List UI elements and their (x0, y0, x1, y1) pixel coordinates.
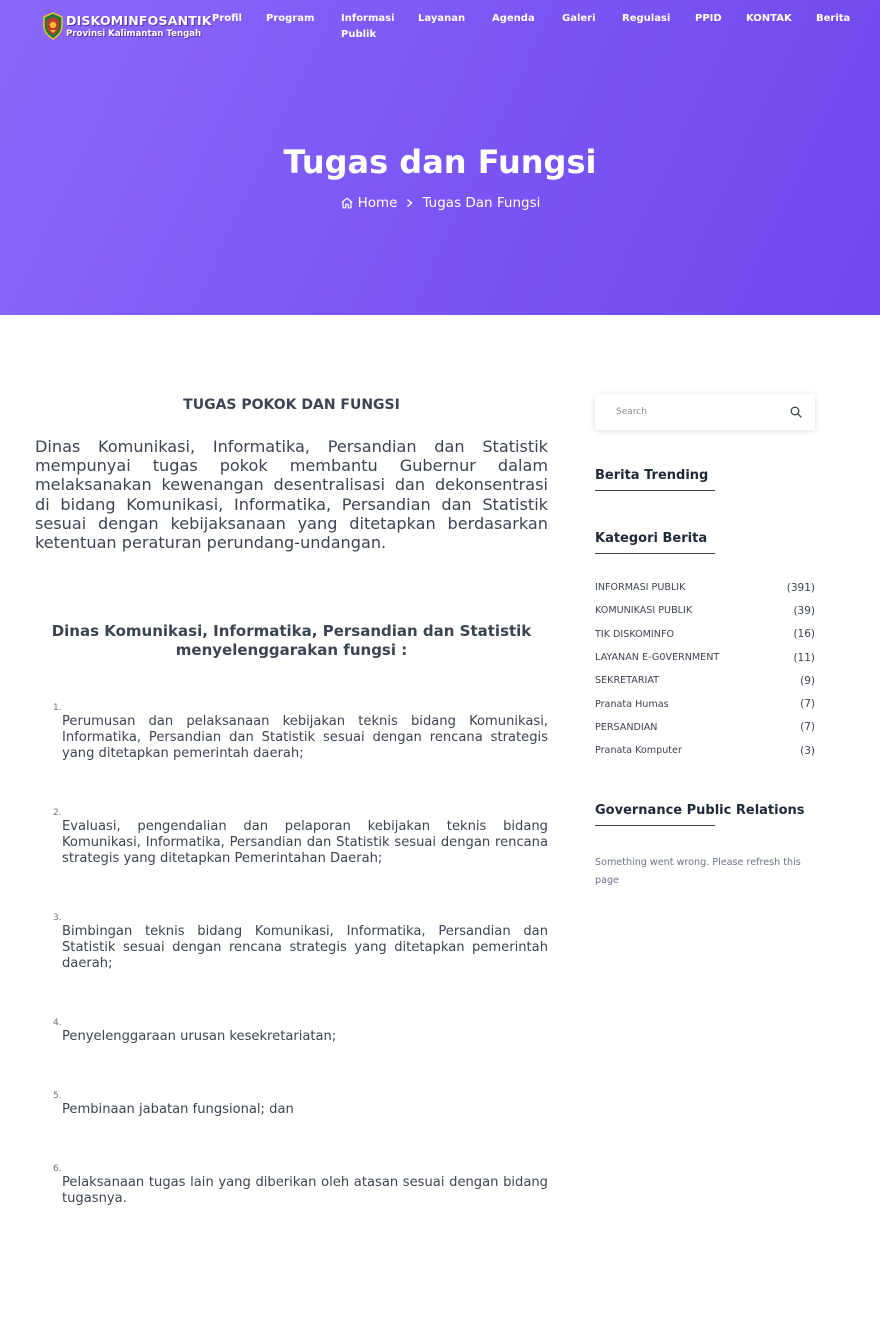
category-count: (3) (800, 744, 815, 757)
list-item (53, 702, 548, 762)
list-item (53, 1163, 548, 1207)
fungsi-list (35, 702, 548, 1207)
page-title: Tugas dan Fungsi (283, 143, 597, 181)
nav-item-ppid[interactable]: PPID (695, 13, 722, 24)
category-count: (391) (786, 581, 815, 594)
list-item-number: 5. (53, 1091, 62, 1102)
category-item[interactable] (595, 692, 815, 715)
chevron-right-icon (405, 198, 414, 208)
category-link[interactable]: LAYANAN E-G0VERNMENT (595, 652, 720, 664)
list-item-number: 4. (53, 1018, 62, 1029)
governance-error-message: Something went wrong. Please refresh this page (595, 857, 801, 887)
search-icon[interactable] (790, 406, 802, 418)
list-item (53, 1090, 548, 1118)
kategori-list (595, 576, 815, 762)
list-item-text: Bimbingan teknis bidang Komunikasi, Informatika, Persandian dan Statistik sesuai dengan rencana strategis yang ditetapkan pemerintah daerah; (62, 924, 548, 972)
category-link[interactable]: Pranata Komputer (595, 745, 682, 757)
section-title: TUGAS POKOK DAN FUNGSI (183, 397, 400, 413)
list-item-number: 1. (53, 703, 62, 714)
breadcrumb-current: Tugas Dan Fungsi (422, 195, 541, 211)
list-item-number: 2. (53, 808, 62, 819)
trending-title: Berita Trending (595, 467, 815, 491)
list-item-text: Pembinaan jabatan fungsional; dan (62, 1102, 294, 1118)
search-input[interactable] (616, 407, 776, 417)
search-box (595, 394, 815, 430)
category-count: (9) (800, 674, 815, 687)
category-link[interactable]: PERSANDIAN (595, 721, 658, 733)
nav-item-kontak[interactable]: KONTAK (746, 13, 792, 24)
breadcrumb-home-link[interactable]: Home (357, 195, 398, 211)
category-link[interactable]: SEKRETARIAT (595, 675, 660, 687)
breadcrumb (0, 193, 880, 213)
category-count: (39) (793, 604, 815, 617)
category-count: (11) (793, 651, 815, 664)
list-item-text: Perumusan dan pelaksanaan kebijakan teknis bidang Komunikasi, Informatika, Persandian dan Statistik sesuai dengan rencana strategis yang ditetapkan pemerintah daerah; (62, 714, 548, 762)
main-content (35, 395, 548, 1207)
kategori-title: Kategori Berita (595, 530, 815, 554)
list-item-text: Evaluasi, pengendalian dan pelaporan kebijakan teknis bidang Komunikasi, Informatika, Persandian dan Statistik sesuai dengan rencana strategis yang ditetapkan Pemerintahan Daerah; (62, 819, 548, 867)
main-nav (0, 11, 880, 51)
category-item[interactable] (595, 716, 815, 739)
nav-item-layanan[interactable]: Layanan (418, 13, 466, 24)
category-item[interactable] (595, 669, 815, 692)
logo-subtitle: Provinsi Kalimantan Tengah (66, 28, 202, 39)
nav-item-program[interactable]: Program (266, 13, 315, 24)
list-item-text: Pelaksanaan tugas lain yang diberikan oleh atasan sesuai dengan bidang tugasnya. (62, 1175, 548, 1207)
nav-item-informasi-publik[interactable]: Informasi Publik (341, 13, 395, 40)
nav-item-regulasi[interactable]: Regulasi (622, 13, 671, 24)
list-item-number: 6. (53, 1164, 62, 1175)
category-item[interactable] (595, 739, 815, 762)
category-link[interactable]: INFORMASI PUBLIK (595, 582, 686, 594)
hero-banner (0, 0, 880, 315)
list-item-text: Penyelenggaraan urusan kesekretariatan; (62, 1029, 337, 1045)
nav-item-agenda[interactable]: Agenda (492, 13, 535, 24)
category-link[interactable]: KOMUNIKASI PUBLIK (595, 605, 693, 617)
fungsi-heading: Dinas Komunikasi, Informatika, Persandian dan Statistik menyelenggarakan fungsi : (51, 622, 532, 660)
category-count: (16) (793, 628, 815, 641)
nav-item-berita[interactable]: Berita (816, 13, 851, 24)
category-link[interactable]: Pranata Humas (595, 698, 669, 710)
list-item-number: 3. (53, 913, 62, 924)
category-item[interactable] (595, 623, 815, 646)
nav-item-galeri[interactable]: Galeri (562, 13, 596, 24)
list-item (53, 807, 548, 867)
nav-item-profil[interactable]: Profil (212, 13, 242, 24)
logo-title: DISKOMINFOSANTIK (66, 12, 212, 28)
category-link[interactable]: TIK DISKOMINFO (595, 628, 675, 640)
home-icon (340, 196, 354, 210)
governance-title: Governance Public Relations (595, 802, 815, 826)
sidebar (595, 394, 815, 890)
category-item[interactable] (595, 599, 815, 622)
list-item (53, 912, 548, 972)
list-item (53, 1017, 548, 1045)
category-item[interactable] (595, 576, 815, 599)
intro-paragraph: Dinas Komunikasi, Informatika, Persandian dan Statistik mempunyai tugas pokok membantu Gubernur dalam melaksanakan kewenangan desentralisasi dan dekonsentrasi di bidang Komunikasi, Informatika, Persandian dan Statistik sesuai dengan kebijaksanaan yang ditetapkan berdasarkan ketentuan peraturan perundang-undangan. (35, 437, 548, 553)
category-count: (7) (800, 721, 815, 734)
category-count: (7) (800, 698, 815, 711)
category-item[interactable] (595, 646, 815, 669)
